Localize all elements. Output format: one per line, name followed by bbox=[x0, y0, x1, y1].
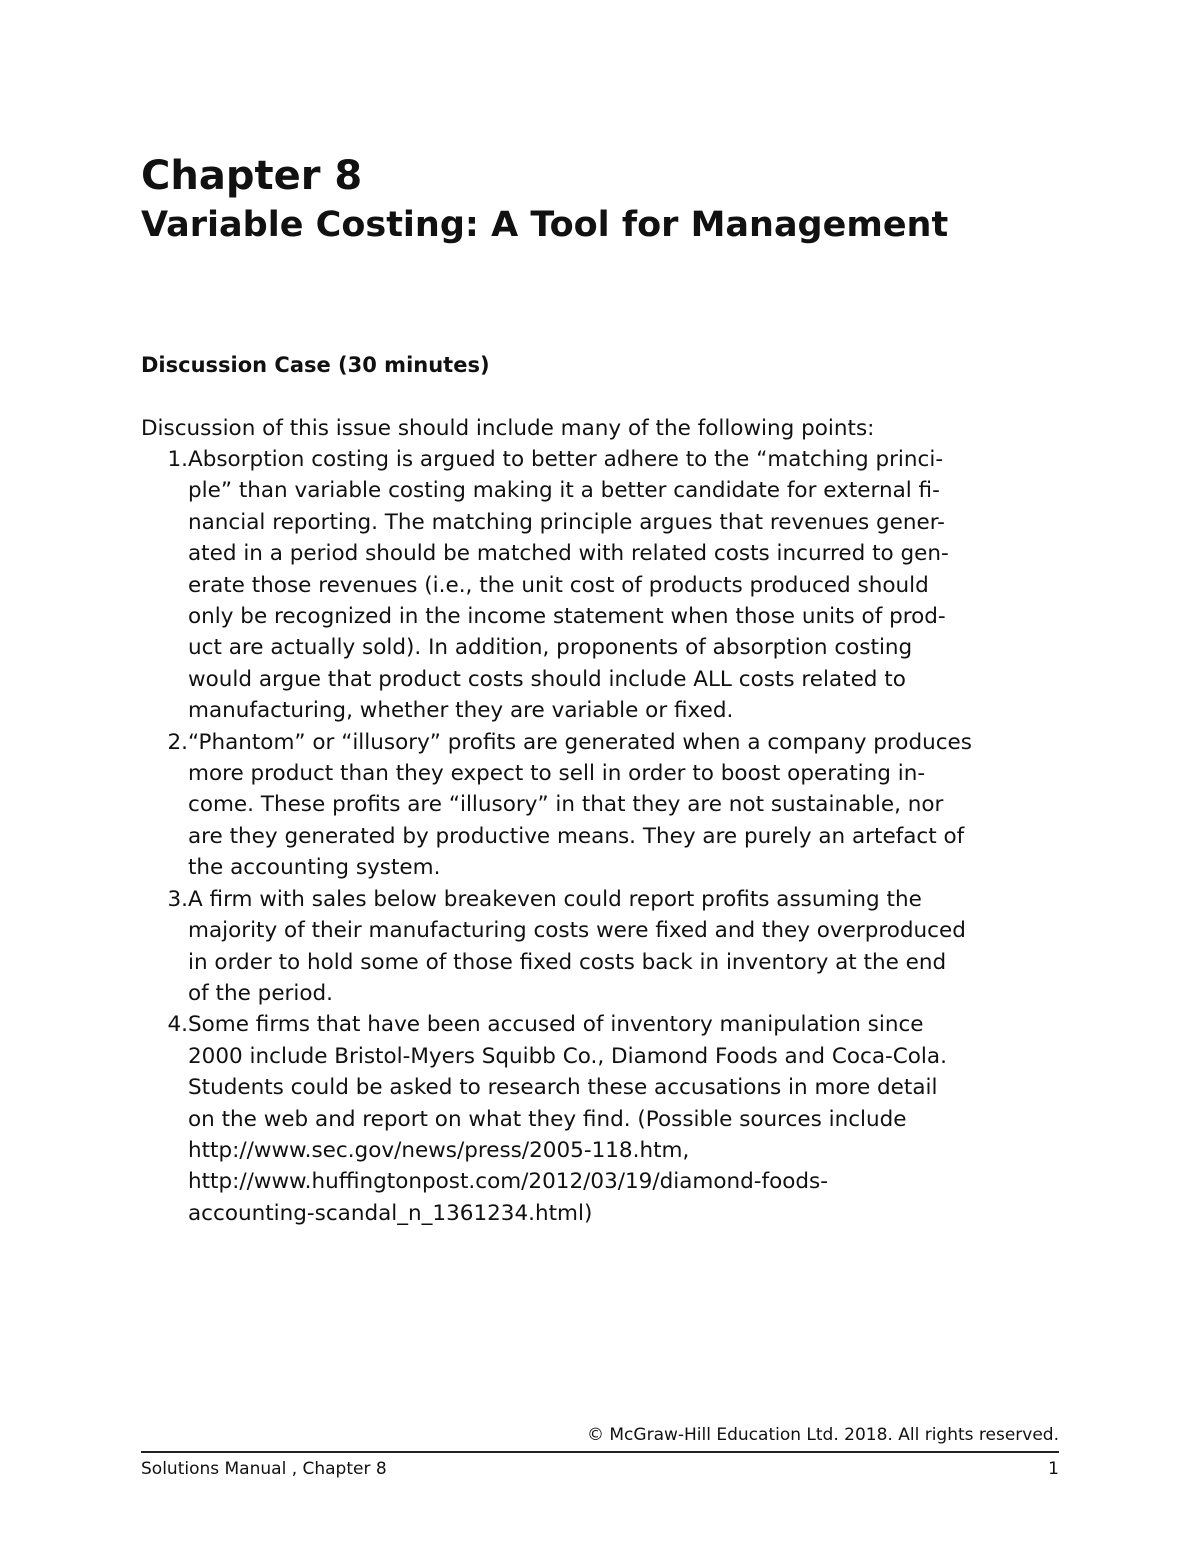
point-line: come. These profits are “illusory” in that they are not sustainable, nor bbox=[188, 792, 944, 818]
source-link[interactable]: http://www.sec.gov/news/press/2005-118.htm, bbox=[188, 1137, 690, 1163]
point-number: 1. bbox=[167, 447, 188, 472]
footer-label: Solutions Manual , Chapter 8 bbox=[141, 1459, 387, 1479]
point-number: 3. bbox=[167, 886, 188, 912]
discussion-point-2 bbox=[141, 727, 1081, 884]
intro-paragraph: Discussion of this issue should include many of the following points: bbox=[141, 416, 875, 441]
point-line: “Phantom” or “illusory” profits are generated when a company produces bbox=[188, 729, 972, 755]
point-line: Students could be asked to research these accusations in more detail bbox=[188, 1075, 938, 1101]
discussion-points-list bbox=[141, 444, 1081, 1229]
discussion-point-4 bbox=[141, 1009, 1081, 1229]
point-number: 2. bbox=[167, 729, 188, 755]
point-line: nancial reporting. The matching principle argues that revenues gener- bbox=[188, 509, 945, 535]
footer-divider bbox=[141, 1451, 1059, 1453]
chapter-subtitle: Variable Costing: A Tool for Management bbox=[141, 205, 949, 245]
point-line: in order to hold some of those fixed costs back in inventory at the end bbox=[188, 949, 947, 975]
point-line: majority of their manufacturing costs were fixed and they overproduced bbox=[188, 918, 966, 944]
chapter-title: Chapter 8 bbox=[141, 153, 363, 199]
point-line: uct are actually sold). In addition, proponents of absorption costing bbox=[188, 635, 913, 661]
point-line: the accounting system. bbox=[188, 855, 441, 881]
source-link[interactable]: http://www.huffingtonpost.com/2012/03/19/diamond-foods- bbox=[188, 1169, 829, 1195]
page-number: 1 bbox=[1048, 1459, 1059, 1479]
point-line: more product than they expect to sell in order to boost operating in- bbox=[188, 761, 926, 787]
point-line: would argue that product costs should include ALL costs related to bbox=[188, 666, 906, 692]
point-line: only be recognized in the income statement when those units of prod- bbox=[188, 604, 946, 630]
source-link[interactable]: accounting-scandal_n_1361234.html) bbox=[188, 1200, 593, 1226]
point-line: manufacturing, whether they are variable or fixed. bbox=[188, 698, 734, 724]
point-line: ated in a period should be matched with related costs incurred to gen- bbox=[188, 541, 949, 567]
point-line: of the period. bbox=[188, 980, 333, 1006]
point-line: 2000 include Bristol-Myers Squibb Co., Diamond Foods and Coca-Cola. bbox=[188, 1043, 947, 1069]
point-line: A firm with sales below breakeven could report profits assuming the bbox=[188, 886, 922, 912]
copyright-notice: © McGraw-Hill Education Ltd. 2018. All rights reserved. bbox=[586, 1425, 1059, 1445]
section-heading: Discussion Case (30 minutes) bbox=[141, 353, 490, 377]
point-line: Some firms that have been accused of inventory manipulation since bbox=[188, 1012, 924, 1038]
discussion-point-1 bbox=[141, 444, 1081, 727]
point-line: erate those revenues (i.e., the unit cost of products produced should bbox=[188, 572, 929, 598]
point-line: are they generated by productive means. They are purely an artefact of bbox=[188, 823, 965, 849]
point-line: ple” than variable costing making it a better candidate for external fi- bbox=[188, 478, 940, 504]
point-number: 4. bbox=[167, 1012, 188, 1038]
point-line: Absorption costing is argued to better adhere to the “matching princi- bbox=[188, 447, 944, 472]
point-line: on the web and report on what they find. (Possible sources include bbox=[188, 1106, 907, 1132]
discussion-point-3 bbox=[141, 884, 1081, 1010]
